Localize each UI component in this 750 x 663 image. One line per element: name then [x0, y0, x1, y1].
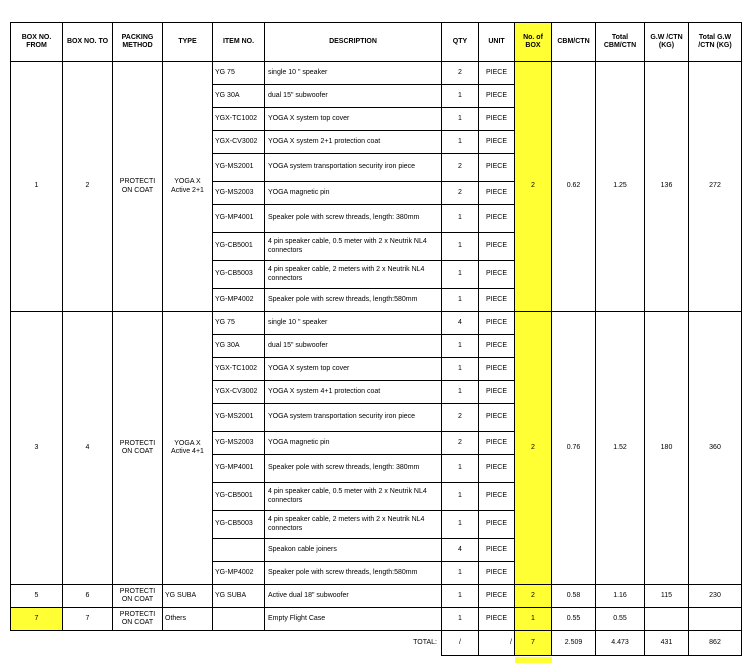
- unit-cell: PIECE: [479, 62, 515, 85]
- box-to-cell: 2: [63, 62, 113, 312]
- total-no-of-box-cell: 7: [515, 631, 552, 656]
- header-no-of-box: No. of BOX: [515, 23, 552, 62]
- item-no-cell: YG-MP4001: [213, 205, 265, 233]
- total-cbm-cell: 0.55: [596, 608, 645, 631]
- item-no-cell: YG-MP4002: [213, 562, 265, 585]
- item-no-cell: YG SUBA: [213, 585, 265, 608]
- qty-cell: 1: [442, 358, 479, 381]
- no-of-box-cell: 2: [515, 585, 552, 608]
- total-gw-cell: 230: [689, 585, 742, 608]
- item-no-cell: YG-MP4002: [213, 289, 265, 312]
- unit-cell: PIECE: [479, 154, 515, 182]
- total-cbm-cell: 1.25: [596, 62, 645, 312]
- description-cell: Speakon cable joiners: [265, 539, 442, 562]
- unit-cell: PIECE: [479, 335, 515, 358]
- item-no-cell: YG 75: [213, 62, 265, 85]
- box-to-cell: 6: [63, 585, 113, 608]
- item-no-cell: YG 30A: [213, 85, 265, 108]
- total-gw-cell: 272: [689, 62, 742, 312]
- item-no-cell: YG-MS2001: [213, 154, 265, 182]
- unit-cell: PIECE: [479, 608, 515, 631]
- item-no-cell: YG-CB5003: [213, 261, 265, 289]
- description-cell: YOGA magnetic pin: [265, 432, 442, 455]
- description-cell: dual 15" subwoofer: [265, 335, 442, 358]
- qty-cell: 1: [442, 233, 479, 261]
- unit-cell: PIECE: [479, 539, 515, 562]
- unit-cell: PIECE: [479, 131, 515, 154]
- header-cbm-ctn: CBM/CTN: [552, 23, 596, 62]
- item-no-cell: YG-MS2003: [213, 182, 265, 205]
- no-of-box-cell: 2: [515, 312, 552, 585]
- qty-cell: 2: [442, 154, 479, 182]
- unit-cell: PIECE: [479, 182, 515, 205]
- item-no-cell: [213, 608, 265, 631]
- description-cell: dual 15" subwoofer: [265, 85, 442, 108]
- header-total-gw: Total G.W /CTN (KG): [689, 23, 742, 62]
- cbm-ctn-cell: 0.62: [552, 62, 596, 312]
- qty-cell: 1: [442, 289, 479, 312]
- header-description: DESCRIPTION: [265, 23, 442, 62]
- description-cell: Speaker pole with screw threads, length: 380mm: [265, 455, 442, 483]
- gw-cell: 136: [645, 62, 689, 312]
- box-from-cell: 7: [11, 608, 63, 631]
- gw-cell: [645, 608, 689, 631]
- total-unit-cell: /: [479, 631, 515, 656]
- packing-list-sheet: [10, 22, 741, 656]
- total-cbm-ctn-cell: 2.509: [552, 631, 596, 656]
- item-no-cell: YGX-CV3002: [213, 381, 265, 404]
- description-cell: YOGA X system 2+1 protection coat: [265, 131, 442, 154]
- total-row: [11, 631, 742, 656]
- header-item-no: ITEM NO.: [213, 23, 265, 62]
- total-cbm-cell: 1.52: [596, 312, 645, 585]
- table-row: [11, 608, 742, 631]
- qty-cell: 2: [442, 432, 479, 455]
- qty-cell: 1: [442, 261, 479, 289]
- item-no-cell: YGX-CV3002: [213, 131, 265, 154]
- unit-cell: PIECE: [479, 358, 515, 381]
- qty-cell: 1: [442, 585, 479, 608]
- qty-cell: 1: [442, 381, 479, 404]
- no-of-box-cell: 2: [515, 62, 552, 312]
- description-cell: 4 pin speaker cable, 0.5 meter with 2 x Neutrik NL4 connectors: [265, 233, 442, 261]
- table-row: [11, 62, 742, 85]
- unit-cell: PIECE: [479, 432, 515, 455]
- item-no-cell: YG-MP4001: [213, 455, 265, 483]
- no-of-box-cell: 1: [515, 608, 552, 631]
- unit-cell: PIECE: [479, 261, 515, 289]
- unit-cell: PIECE: [479, 455, 515, 483]
- cbm-ctn-cell: 0.55: [552, 608, 596, 631]
- item-no-cell: YG 75: [213, 312, 265, 335]
- type-cell: Others: [163, 608, 213, 631]
- total-gw-cell: 431: [645, 631, 689, 656]
- table-row: [11, 585, 742, 608]
- qty-cell: 2: [442, 62, 479, 85]
- item-no-cell: [213, 539, 265, 562]
- description-cell: Speaker pole with screw threads, length:580mm: [265, 562, 442, 585]
- item-no-cell: YG-MS2001: [213, 404, 265, 432]
- packing-method-cell: PROTECTI ON COAT: [113, 312, 163, 585]
- highlight-strip: [515, 657, 552, 663]
- qty-cell: 4: [442, 539, 479, 562]
- unit-cell: PIECE: [479, 585, 515, 608]
- description-cell: YOGA system transportation security iron piece: [265, 404, 442, 432]
- description-cell: YOGA X system top cover: [265, 358, 442, 381]
- qty-cell: 1: [442, 483, 479, 511]
- box-to-cell: 7: [63, 608, 113, 631]
- qty-cell: 2: [442, 182, 479, 205]
- cbm-ctn-cell: 0.58: [552, 585, 596, 608]
- header-row: [11, 23, 742, 62]
- unit-cell: PIECE: [479, 108, 515, 131]
- description-cell: 4 pin speaker cable, 2 meters with 2 x Neutrik NL4 connectors: [265, 511, 442, 539]
- unit-cell: PIECE: [479, 483, 515, 511]
- qty-cell: 1: [442, 511, 479, 539]
- box-to-cell: 4: [63, 312, 113, 585]
- unit-cell: PIECE: [479, 205, 515, 233]
- item-no-cell: YGX-TC1002: [213, 108, 265, 131]
- gw-cell: 180: [645, 312, 689, 585]
- description-cell: YOGA X system 4+1 protection coat: [265, 381, 442, 404]
- header-gw: G.W /CTN (KG): [645, 23, 689, 62]
- qty-cell: 2: [442, 404, 479, 432]
- type-cell: YOGA X Active 2+1: [163, 62, 213, 312]
- description-cell: Speaker pole with screw threads, length:580mm: [265, 289, 442, 312]
- item-no-cell: YG-CB5001: [213, 483, 265, 511]
- qty-cell: 1: [442, 131, 479, 154]
- header-box-to: BOX NO. TO: [63, 23, 113, 62]
- qty-cell: 4: [442, 312, 479, 335]
- header-unit: UNIT: [479, 23, 515, 62]
- item-no-cell: YG 30A: [213, 335, 265, 358]
- item-no-cell: YGX-TC1002: [213, 358, 265, 381]
- packing-list-table: [10, 22, 742, 656]
- description-cell: Active dual 18" subwoofer: [265, 585, 442, 608]
- total-total-gw-cell: 862: [689, 631, 742, 656]
- qty-cell: 1: [442, 455, 479, 483]
- unit-cell: PIECE: [479, 404, 515, 432]
- unit-cell: PIECE: [479, 233, 515, 261]
- header-box-from: BOX NO. FROM: [11, 23, 63, 62]
- description-cell: YOGA magnetic pin: [265, 182, 442, 205]
- description-cell: single 10 " speaker: [265, 312, 442, 335]
- packing-method-cell: PROTECTI ON COAT: [113, 62, 163, 312]
- description-cell: YOGA X system top cover: [265, 108, 442, 131]
- qty-cell: 1: [442, 562, 479, 585]
- total-label: TOTAL:: [413, 639, 437, 647]
- type-cell: YOGA X Active 4+1: [163, 312, 213, 585]
- description-cell: YOGA system transportation security iron piece: [265, 154, 442, 182]
- total-gw-cell: 360: [689, 312, 742, 585]
- table-row: [11, 312, 742, 335]
- unit-cell: PIECE: [479, 381, 515, 404]
- unit-cell: PIECE: [479, 562, 515, 585]
- qty-cell: 1: [442, 335, 479, 358]
- packing-method-cell: PROTECTI ON COAT: [113, 608, 163, 631]
- type-cell: YG SUBA: [163, 585, 213, 608]
- header-type: TYPE: [163, 23, 213, 62]
- description-cell: Empty Flight Case: [265, 608, 442, 631]
- header-packing-method: PACKING METHOD: [113, 23, 163, 62]
- header-qty: QTY: [442, 23, 479, 62]
- cbm-ctn-cell: 0.76: [552, 312, 596, 585]
- total-cbm-cell: 1.16: [596, 585, 645, 608]
- description-cell: Speaker pole with screw threads, length: 380mm: [265, 205, 442, 233]
- item-no-cell: YG-MS2003: [213, 432, 265, 455]
- qty-cell: 1: [442, 85, 479, 108]
- unit-cell: PIECE: [479, 511, 515, 539]
- table-body: [11, 62, 742, 656]
- item-no-cell: YG-CB5001: [213, 233, 265, 261]
- description-cell: 4 pin speaker cable, 2 meters with 2 x Neutrik NL4 connectors: [265, 261, 442, 289]
- box-from-cell: 5: [11, 585, 63, 608]
- unit-cell: PIECE: [479, 312, 515, 335]
- unit-cell: PIECE: [479, 85, 515, 108]
- box-from-cell: 3: [11, 312, 63, 585]
- packing-method-cell: PROTECTI ON COAT: [113, 585, 163, 608]
- total-qty-cell: /: [442, 631, 479, 656]
- header-total-cbm: Total CBM/CTN: [596, 23, 645, 62]
- total-total-cbm-cell: 4.473: [596, 631, 645, 656]
- qty-cell: 1: [442, 608, 479, 631]
- item-no-cell: YG-CB5003: [213, 511, 265, 539]
- gw-cell: 115: [645, 585, 689, 608]
- description-cell: 4 pin speaker cable, 0.5 meter with 2 x Neutrik NL4 connectors: [265, 483, 442, 511]
- box-from-cell: 1: [11, 62, 63, 312]
- qty-cell: 1: [442, 108, 479, 131]
- total-gw-cell: [689, 608, 742, 631]
- qty-cell: 1: [442, 205, 479, 233]
- description-cell: single 10 " speaker: [265, 62, 442, 85]
- unit-cell: PIECE: [479, 289, 515, 312]
